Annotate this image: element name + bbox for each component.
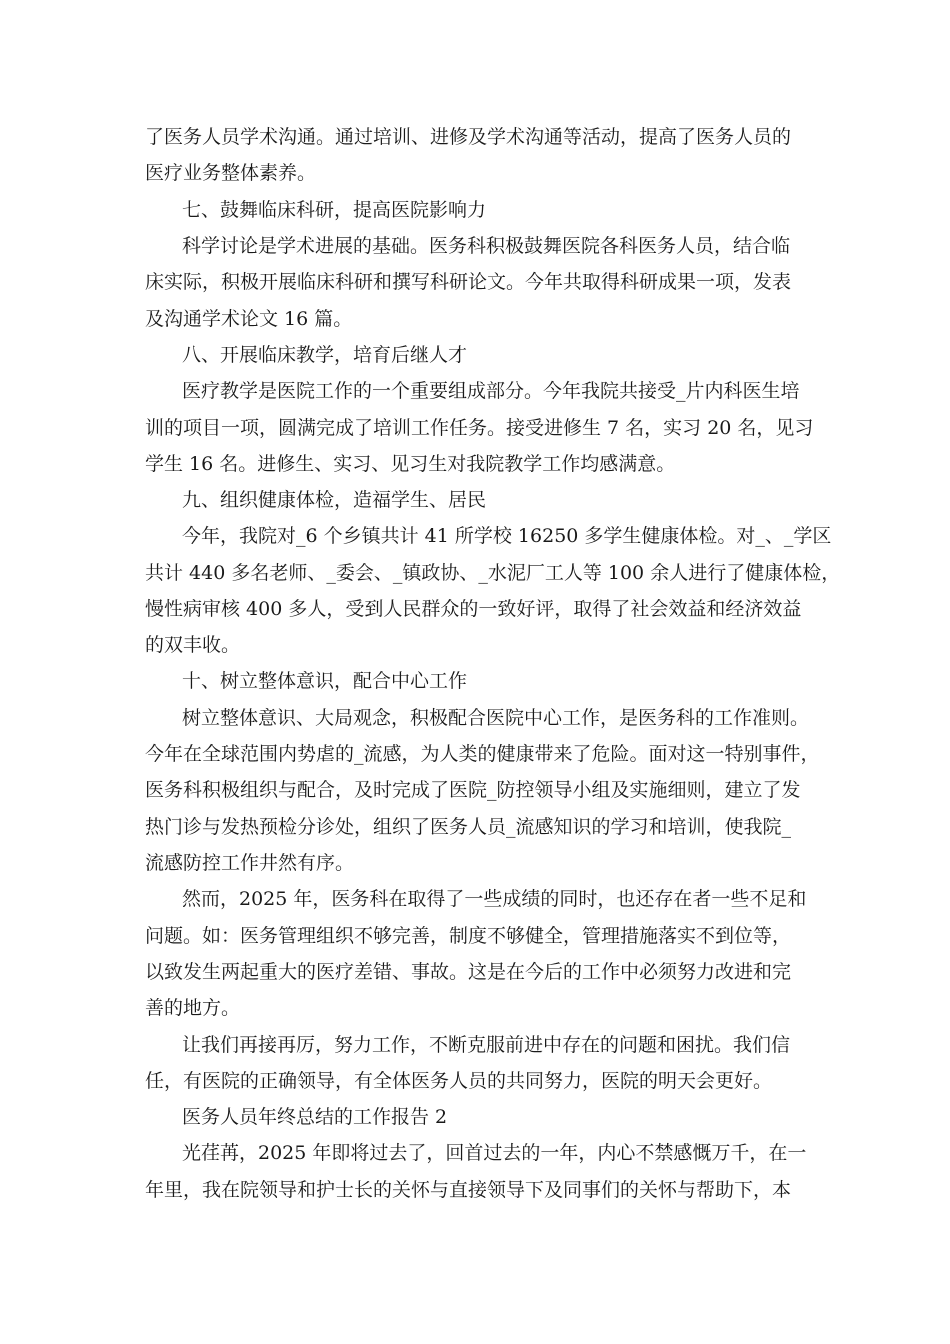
text-line: 共计 440 多名老师、_委会、_镇政协、_水泥厂工人等 100 余人进行了健康体检， [145, 562, 841, 584]
text-line: 光荏苒，2025 年即将过去了，回首过去的一年，内心不禁感慨万千，在一 [182, 1142, 807, 1164]
text-line: 善的地方。 [145, 997, 241, 1019]
text-line: 科学讨论是学术进展的基础。医务科积极鼓舞医院各科医务人员，结合临 [182, 235, 791, 257]
text-line: 树立整体意识、大局观念，积极配合医院中心工作，是医务科的工作准则。 [182, 707, 810, 729]
text-line: 问题。如：医务管理组织不够完善，制度不够健全，管理措施落实不到位等， [145, 925, 792, 947]
text-line: 慢性病审核 400 多人，受到人民群众的一致好评，取得了社会效益和经济效益 [145, 598, 802, 620]
text-line: 医疗教学是医院工作的一个重要组成部分。今年我院共接受_片内科医生培 [182, 380, 800, 402]
text-line: 热门诊与发热预检分诊处，组织了医务人员_流感知识的学习和培训，使我院_ [145, 816, 792, 838]
section-heading: 八、开展临床教学，培育后继人才 [182, 344, 468, 366]
text-line: 年里，我在院领导和护士长的关怀与直接领导下及同事们的关怀与帮助下，本 [145, 1179, 792, 1201]
text-line: 医务科积极组织与配合，及时完成了医院_防控领导小组及实施细则，建立了发 [145, 779, 801, 801]
text-line: 医疗业务整体素养。 [145, 162, 317, 184]
text-line: 床实际，积极开展临床科研和撰写科研论文。今年共取得科研成果一项，发表 [145, 271, 792, 293]
text-line: 今年，我院对_6 个乡镇共计 41 所学校 16250 多学生健康体检。对_、_学区 [182, 525, 832, 547]
section-heading: 九、组织健康体检，造福学生、居民 [182, 489, 487, 511]
text-line: 任，有医院的正确领导，有全体医务人员的共同努力，医院的明天会更好。 [145, 1070, 773, 1092]
text-line: 然而，2025 年，医务科在取得了一些成绩的同时，也还存在者一些不足和 [182, 888, 807, 910]
section-heading: 十、树立整体意识，配合中心工作 [182, 670, 468, 692]
text-line: 的双丰收。 [145, 634, 241, 656]
section-heading: 七、鼓舞临床科研，提高医院影响力 [182, 199, 487, 221]
text-line: 流感防控工作井然有序。 [145, 852, 355, 874]
text-line: 了医务人员学术沟通。通过培训、进修及学术沟通等活动，提高了医务人员的 [145, 126, 792, 148]
text-line: 以致发生两起重大的医疗差错、事故。这是在今后的工作中必须努力改进和完 [145, 961, 792, 983]
text-line: 及沟通学术论文 16 篇。 [145, 308, 353, 330]
text-line: 让我们再接再厉，努力工作，不断克服前进中存在的问题和困扰。我们信 [182, 1034, 791, 1056]
text-line: 训的项目一项，圆满完成了培训工作任务。接受进修生 7 名，实习 20 名，见习 [145, 417, 814, 439]
text-line: 今年在全球范围内势虐的_流感，为人类的健康带来了危险。面对这一特别事件， [145, 743, 820, 765]
report-title: 医务人员年终总结的工作报告 2 [182, 1106, 448, 1128]
text-line: 学生 16 名。进修生、实习、见习生对我院教学工作均感满意。 [145, 453, 676, 475]
